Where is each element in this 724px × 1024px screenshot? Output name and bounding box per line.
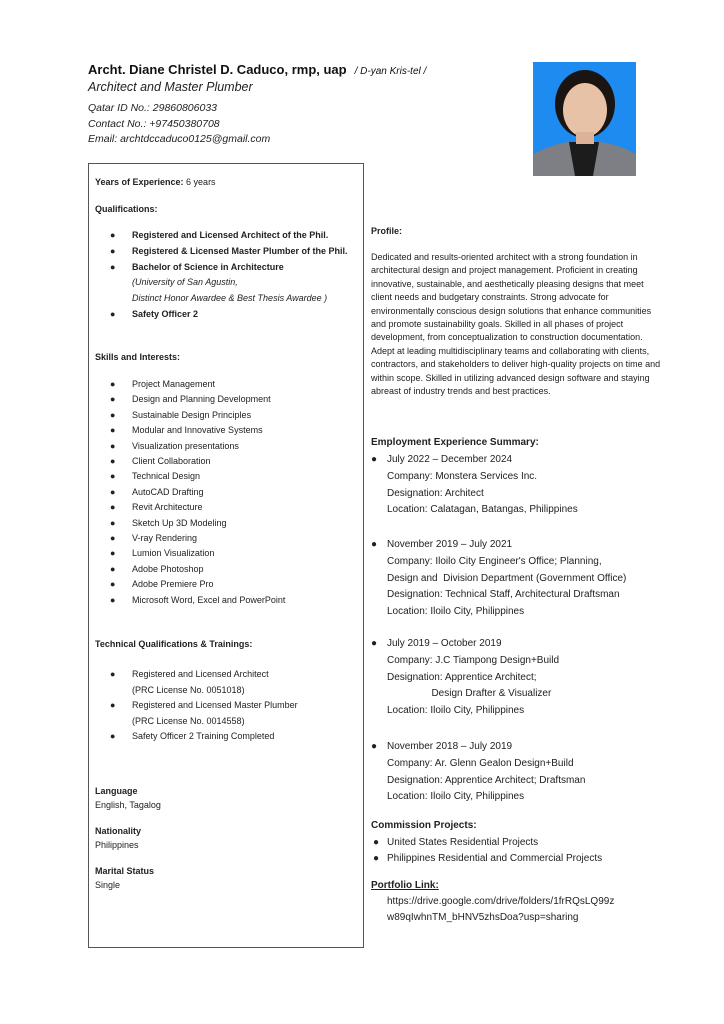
list-item-detail: (University of San Agustin,	[132, 277, 238, 288]
job-date: ● July 2022 – December 2024	[371, 452, 578, 469]
bullet-icon: ●	[110, 517, 116, 528]
profile-photo	[533, 62, 636, 176]
qualifications-title: Qualifications:	[95, 204, 158, 214]
profile-summary: Dedicated and results-oriented architect with a strong foundation in architectural design and project management. Proficient in creating innovative, sustainable, and aesthetically pleasing designs that meet client needs and budgetary constraints. Strong advocate for environmentally conscious design solutions that enhance communities and promote sustainability goals. Skilled in all phases of project development, from conceptualization to construction documentation. Adept at leading multidisciplinary teams and collaborating with clients, contractors, and stakeholders to deliver high-quality projects on time and within scope. Skilled in utilizing advanced design software and staying abreast of industry trends and best practices.	[371, 252, 661, 397]
commission-title: Commission Projects:	[371, 820, 477, 831]
skill-item: ● Microsoft Word, Excel and PowerPoint	[95, 593, 285, 608]
bullet-icon: ●	[110, 379, 116, 389]
language-section: Language English, Tagalog	[95, 786, 161, 810]
bullet-icon: ●	[371, 539, 378, 550]
bullet-icon: ●	[110, 594, 116, 605]
list-item: ● Registered and Licensed Architect	[110, 669, 269, 679]
job-date: ● November 2018 – July 2019	[371, 739, 585, 756]
skills-title: Skills and Interests:	[95, 352, 181, 362]
skill-item: ● V-ray Rendering	[95, 531, 285, 546]
contact-number: Contact No.: +97450380708	[88, 117, 220, 130]
bullet-icon: ●	[110, 563, 116, 574]
bullet-icon: ●	[110, 394, 116, 405]
bullet-icon: ●	[371, 454, 378, 465]
job-entry	[371, 537, 626, 621]
bullet-icon: ●	[110, 456, 116, 467]
job-entry	[371, 636, 559, 720]
bullet-icon: ●	[371, 638, 378, 649]
skill-item: ● Technical Design	[95, 469, 285, 484]
bullet-icon: ●	[110, 533, 116, 544]
bullet-icon: ●	[110, 409, 116, 420]
employment-title: Employment Experience Summary:	[371, 437, 539, 448]
bullet-icon: ●	[110, 440, 116, 451]
skill-item: ● Project Management	[95, 377, 285, 392]
contact-info	[88, 101, 270, 148]
tech-title: Technical Qualifications & Trainings:	[95, 639, 253, 649]
job-detail: Location: Iloilo City, Philippines	[387, 606, 525, 618]
job-detail: Designation: Architect	[387, 487, 484, 499]
job-detail: Design and Division Department (Government Office)	[387, 572, 627, 584]
bullet-icon: ●	[110, 471, 116, 482]
qualifications-list	[95, 228, 348, 323]
list-item: ● Registered and Licensed Master Plumber	[110, 700, 298, 710]
job-date: ● November 2019 – July 2021	[371, 537, 626, 554]
list-item-detail: (PRC License No. 0014558)	[132, 715, 245, 726]
job-detail: Designation: Apprentice Architect;	[387, 671, 537, 683]
bullet-icon: ●	[110, 502, 116, 513]
job-detail: Company: Ar. Glenn Gealon Design+Build	[387, 757, 574, 769]
list-item: ● Safety Officer 2	[110, 308, 199, 319]
job-entry	[371, 452, 578, 519]
job-detail: Designation: Apprentice Architect; Draftsman	[387, 774, 586, 786]
list-item: ● Registered and Licensed Architect of the Phil.	[110, 230, 329, 240]
list-item-detail: (PRC License No. 0051018)	[132, 684, 245, 695]
bullet-icon: ●	[110, 425, 116, 436]
bullet-icon: ●	[110, 579, 116, 590]
skill-item: ● Client Collaboration	[95, 454, 285, 469]
list-item: ● United States Residential Projects	[373, 837, 539, 848]
skill-item: ● Design and Planning Development	[95, 392, 285, 407]
commission-list	[371, 835, 602, 866]
skill-item: ● Lumion Visualization	[95, 546, 285, 561]
tech-list	[95, 667, 298, 745]
list-item: ● Safety Officer 2 Training Completed	[110, 731, 275, 741]
full-name: Archt. Diane Christel D. Caduco, rmp, uap / D-yan Kris-tel /	[88, 62, 427, 77]
list-item: ● Bachelor of Science in Architecture	[110, 261, 284, 272]
marital-section: Marital Status Single	[95, 866, 155, 890]
skill-item: ● Sketch Up 3D Modeling	[95, 516, 285, 531]
job-detail: Design Drafter & Visualizer	[387, 688, 552, 700]
list-item: ● Philippines Residential and Commercial Projects	[373, 852, 603, 864]
qatar-id: Qatar ID No.: 29860806033	[88, 102, 218, 114]
years-experience: Years of Experience: 6 years	[95, 177, 216, 187]
job-detail: Designation: Technical Staff, Architectural Draftsman	[387, 589, 620, 601]
job-detail: Company: J.C Tiampong Design+Build	[387, 654, 560, 666]
list-item: ● Registered & Licensed Master Plumber of the Phil.	[110, 245, 348, 256]
skill-item: ● Adobe Photoshop	[95, 562, 285, 577]
job-detail: Location: Iloilo City, Philippines	[387, 705, 525, 717]
job-detail: Company: Monstera Services Inc.	[387, 470, 538, 482]
list-item-detail: Distinct Honor Awardee & Best Thesis Awardee )	[132, 293, 328, 304]
portfolio-title: Portfolio Link:	[371, 880, 439, 891]
skill-item: ● Visualization presentations	[95, 439, 285, 454]
portfolio-link[interactable]: https://drive.google.com/drive/folders/1frRQsLQ99z w89qIwhnTM_bHNV5zhsDoa?usp=sharing	[387, 896, 615, 923]
job-entry	[371, 739, 585, 806]
skill-item: ● AutoCAD Drafting	[95, 485, 285, 500]
job-title: Architect and Master Plumber	[88, 80, 253, 94]
skill-item: ● Adobe Premiere Pro	[95, 577, 285, 592]
bullet-icon: ●	[110, 486, 116, 497]
skills-list	[95, 377, 285, 608]
bullet-icon: ●	[110, 548, 116, 559]
skill-item: ● Revit Architecture	[95, 500, 285, 515]
nationality-section: Nationality Philippines	[95, 826, 142, 850]
job-detail: Company: Iloilo City Engineer's Office; Planning,	[387, 555, 602, 567]
skill-item: ● Sustainable Design Principles	[95, 408, 285, 423]
bullet-icon: ●	[371, 741, 378, 752]
job-date: ● July 2019 – October 2019	[371, 636, 559, 653]
profile-title: Profile:	[371, 226, 403, 236]
skill-item: ● Modular and Innovative Systems	[95, 423, 285, 438]
pronunciation: / D-yan Kris-tel /	[354, 66, 427, 77]
job-detail: Location: Iloilo City, Philippines	[387, 791, 525, 803]
email[interactable]: Email: archtdccaduco0125@gmail.com	[88, 133, 271, 145]
job-detail: Location: Calatagan, Batangas, Philippines	[387, 504, 578, 516]
